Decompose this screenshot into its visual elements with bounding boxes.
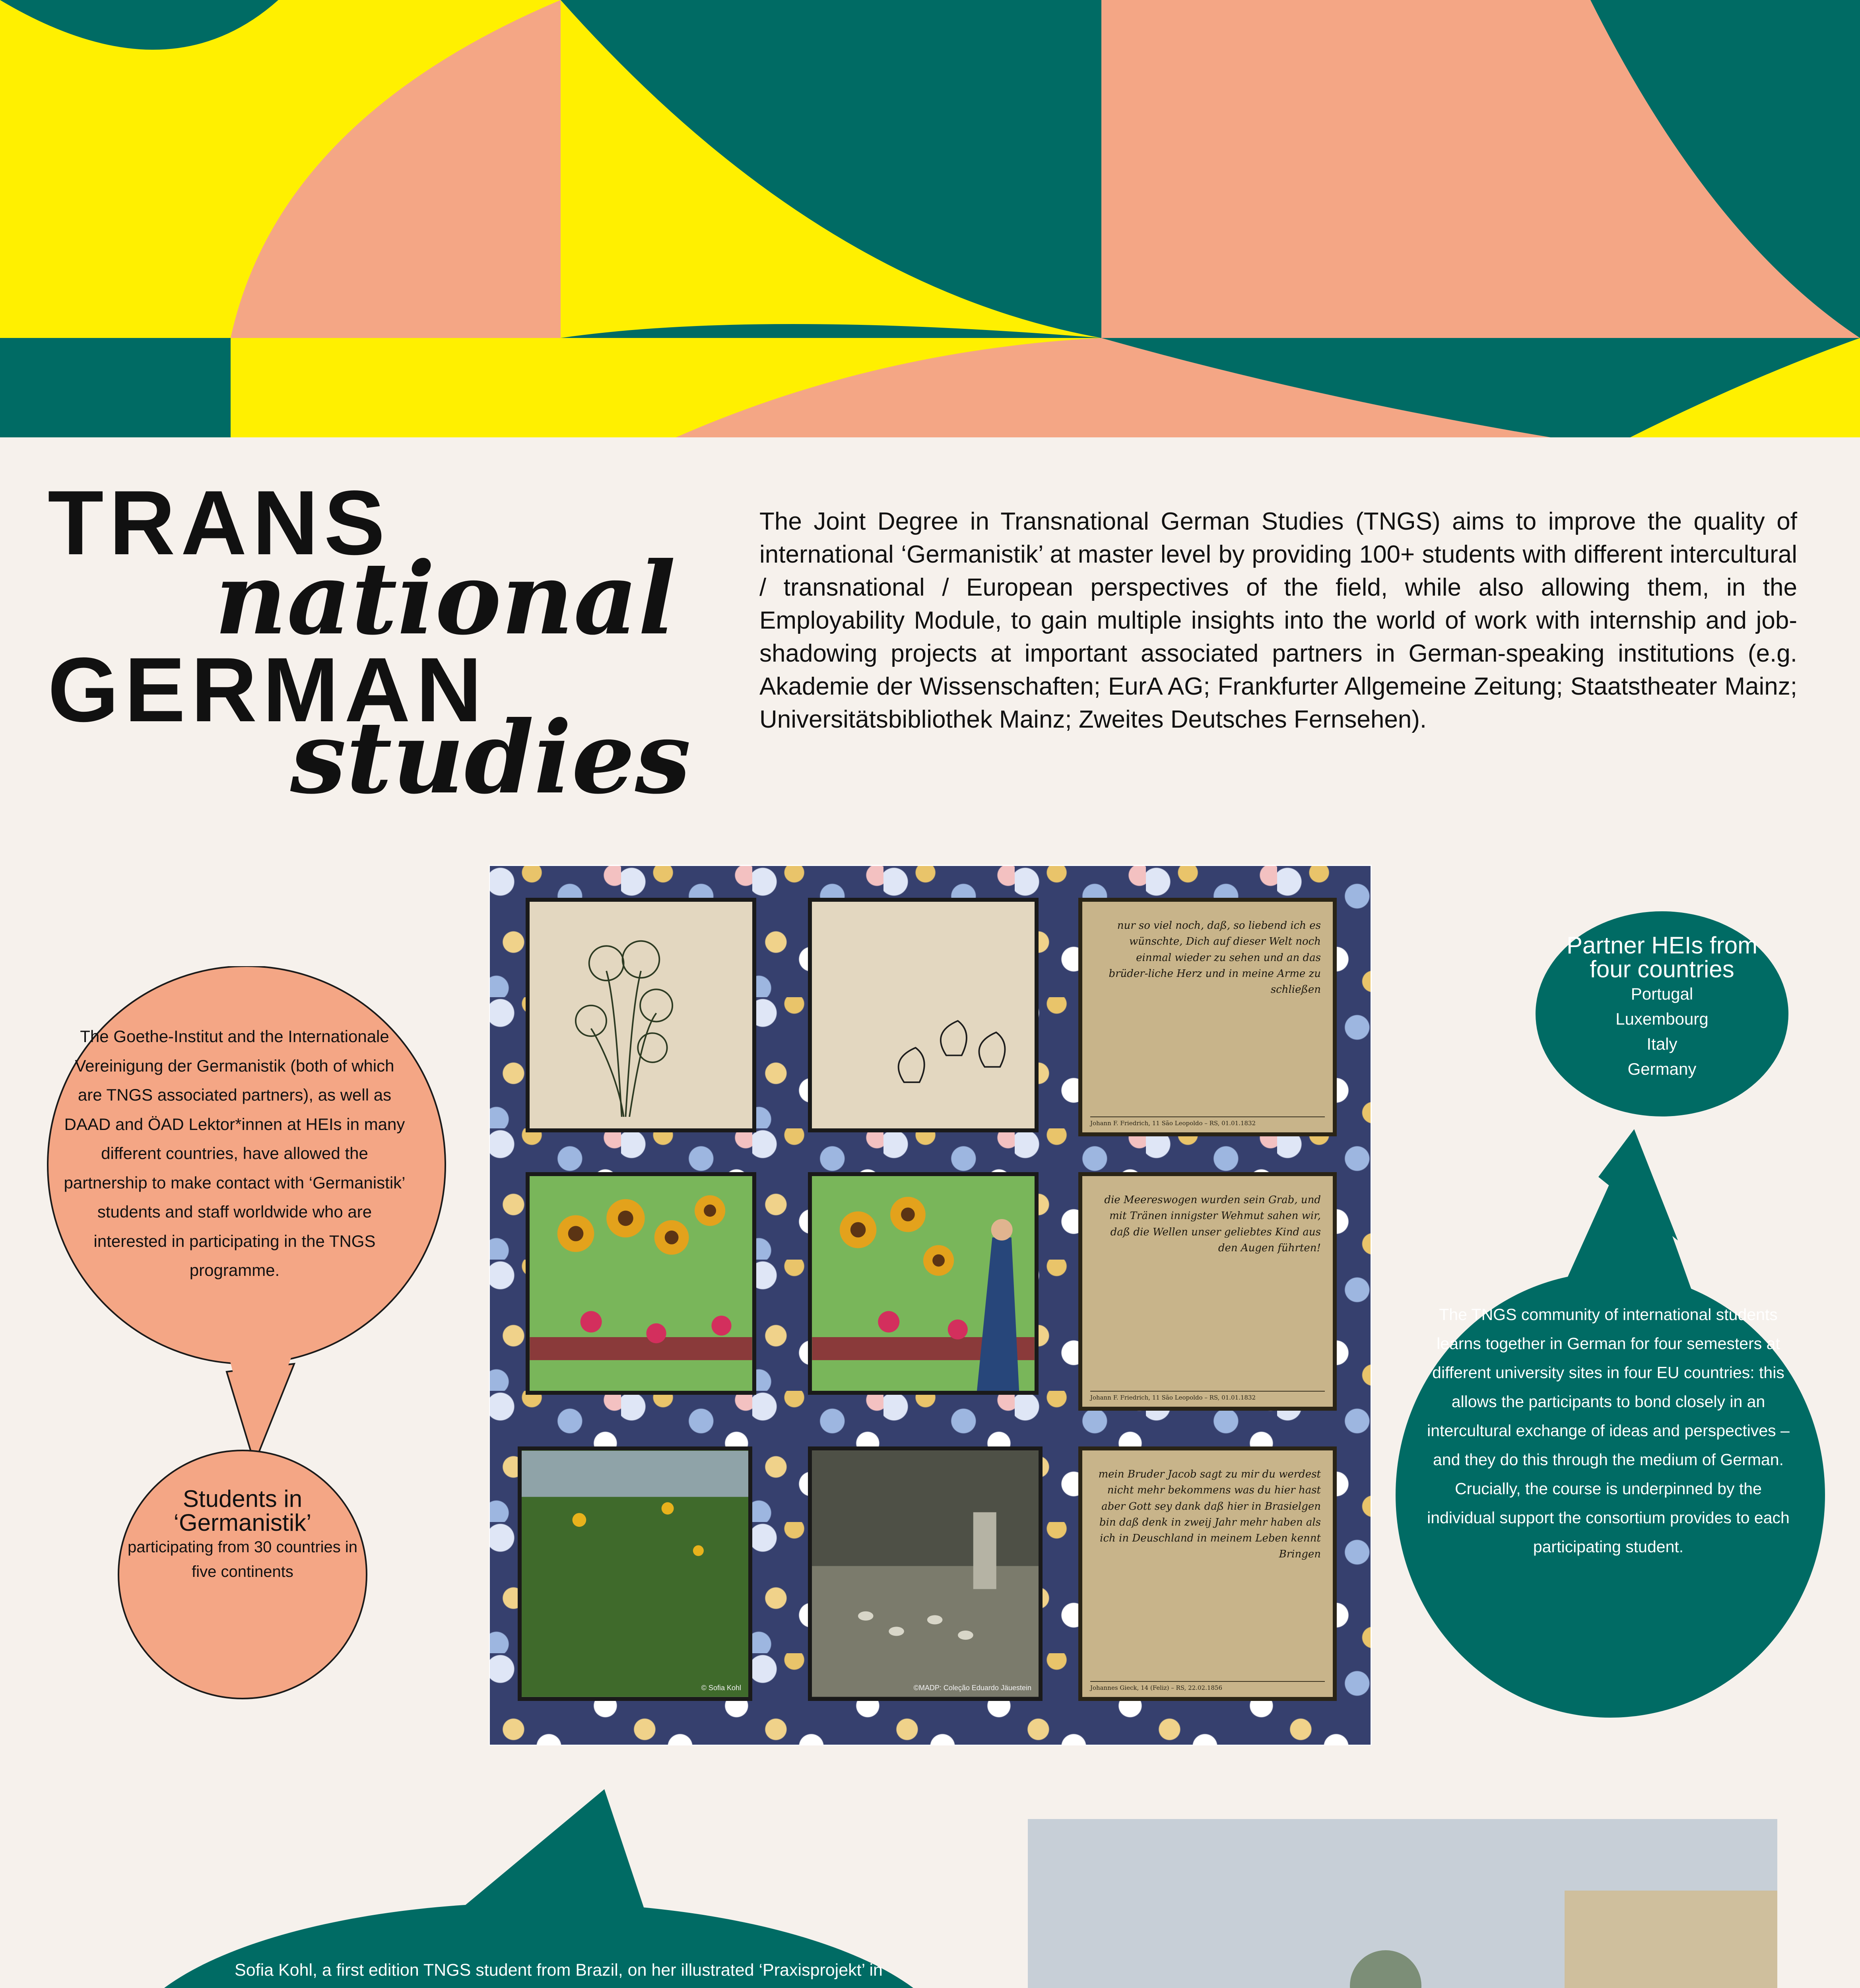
historic-bw-photo-tile [808,1446,1043,1701]
sofia-quote-text: Sofia Kohl, a first edition TNGS student from Brazil, on her illustrated ‘Praxisprojekt’ in [235,1961,883,1980]
historic-farm-photo [812,1450,1039,1697]
intro-body: to improve the quality of international ‘Germanistik’ at master level by providing 100+ students with different intercultural / transnational / European perspectives of the field, while also allowing them, in the Employability Module, to gain multiple insights into the world of work with internship and job-shadowing projects at important associated partners in German-speaking institutions (e.g. Akademie der Wissenschaften; EurA AG; Frankfurter Allgemeine Zeitung; Staatstheater Mainz; Universitätsbibliothek Mainz; Zweites Deutsches Fernsehen). [759,508,1797,734]
partner-country-3: Italy [1646,1035,1677,1053]
sunflower-painting [530,1176,752,1391]
madp-photo-credit: ©MADP: Coleção Eduardo Jäuestein [913,1684,1031,1692]
woman-garden-painting-tile [808,1172,1039,1395]
letter-1-text: nur so viel noch, daß, so liebend ich es wünschte, Dich auf dieser Welt noch einmal wieder zu sehen und an das brüder-liche Herz und in meine Arme zu schließen [1109,920,1321,996]
sunflower-painting-tile [526,1172,756,1395]
sofia-photo-credit: © Sofia Kohl [701,1684,741,1692]
sunflower-sketch [530,902,752,1128]
chicken-sketch-tile [808,898,1039,1132]
sunflower-sketch-tile [526,898,756,1132]
partner-country-1: Portugal [1631,984,1693,1003]
intro-paragraph [759,505,1797,736]
title-trans: TRANS [48,472,391,574]
letter-tile-3 [1078,1446,1337,1701]
students-body: participating from 30 countries in five continents [127,1538,358,1580]
letter-3-text: mein Bruder Jacob sagt zu mir du werdest nicht mehr bekommens was du hier hast aber Gott sey dank daß hier in Brasielgen bin daß denk in zweij Jahr mehr haben als ich in Deuschland in meinem Leben kennt Bringen [1098,1468,1321,1561]
goethe-bubble-text: The Goethe-Institut and the Internationale Vereinigung der Germanistik (both of which are TNGS associated partners), as well as DAAD and ÖAD Lektor*innen at HEIs in many different countries, have allowed the partnership to make contact with ‘Germanistik’ students and staff worldwide who are interested in participating in the TNGS programme. [64,1027,406,1279]
woman-garden-painting [812,1176,1035,1391]
students-heading: Students in ‘Germanistik’ [173,1485,312,1536]
letter-2-signature: Johann F. Friedrich, 11 São Leopoldo – RS, 01.01.1832 [1090,1391,1325,1401]
geometric-banner [0,0,1860,437]
title-studies: studies [290,699,691,816]
illustration-collage [490,866,1371,1745]
chicken-sketch [812,902,1035,1128]
tngs-title-logo [48,472,691,816]
partner-country-4: Germany [1627,1060,1697,1078]
sunflower-photo [522,1450,748,1697]
letter-1-signature: Johann F. Friedrich, 11 São Leopoldo – RS, 01.01.1832 [1090,1116,1325,1127]
partners-heading: Partner HEIs from four countries [1566,932,1758,982]
letter-2-text: die Meereswogen wurden sein Grab, und mit Tränen innigster Wehmut sahen wir, daß die Wellen unser geliebtes Kind aus den Augen führten! [1104,1194,1321,1254]
partner-country-2: Luxembourg [1615,1010,1709,1028]
partners-circle-text [1547,934,1777,1081]
letter-3-signature: Johannes Gieck, 14 (Feliz) – RS, 22.02.1856 [1090,1681,1325,1691]
sunflower-photo-tile [518,1446,752,1701]
community-bubble-text: The TNGS community of international students learns together in German for four semesters at different university sites in four EU countries: this allows the participants to bond closely in an intercultural exchange of ideas and perspectives – and they do this through the medium of German. Crucially, the course is underpinned by the individual support the consortium provides to each participating student. [1427,1305,1790,1556]
students-circle-text [117,1487,368,1584]
palermo-photo-scene [1028,1819,1777,1988]
palermo-group-photo [1028,1819,1777,1988]
intro-lead: The Joint Degree in Transnational German Studies (TNGS) aims [759,508,1505,535]
letter-tile-2 [1078,1172,1337,1411]
letter-tile-1 [1078,898,1337,1136]
title-german: GERMAN [48,639,488,741]
title-national: national [215,540,676,657]
